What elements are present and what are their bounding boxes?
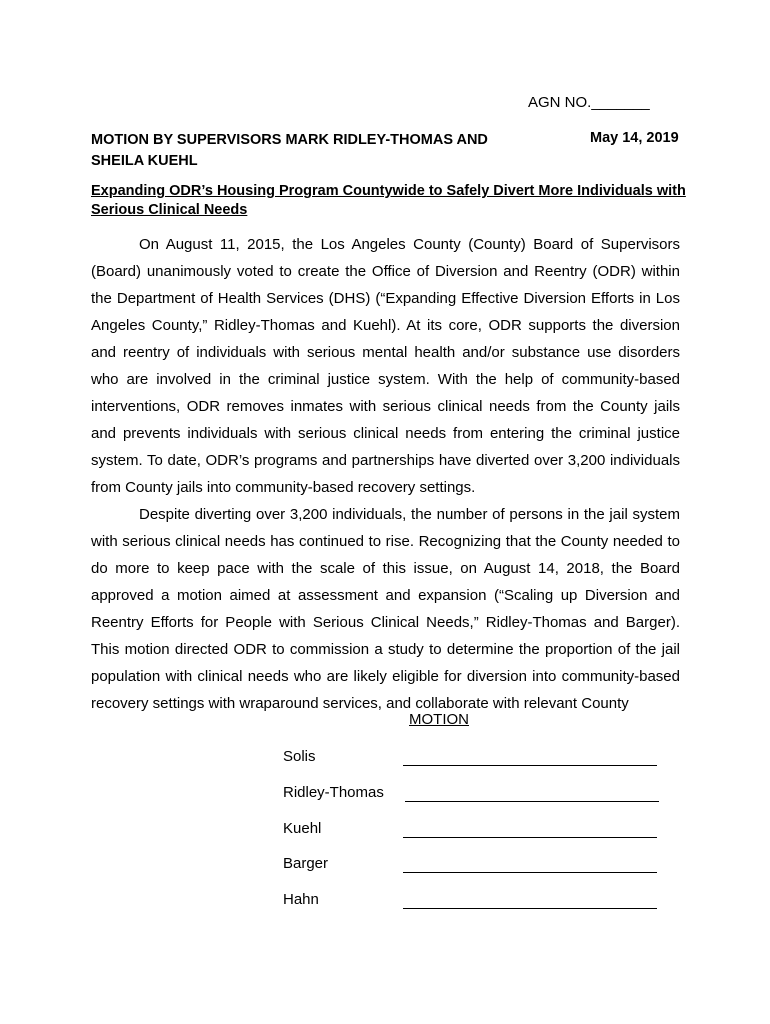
body-paragraph-1: On August 11, 2015, the Los Angeles County (County) Board of Supervisors (Board) unanimously voted to create the Office of Diversion and Reentry (ODR) within the Department of Health Services (DHS) (“Expanding Effective Diversion Efforts in Los Angeles County,” Ridley-Thomas and Kuehl). At its core, ODR supports the diversion and reentry of individuals with serious mental health and/or substance use disorders who are involved in the criminal justice system. With the help of community-based interventions, ODR removes inmates with serious clinical needs from the County jails and prevents individuals with serious clinical needs from entering the criminal justice system. To date, ODR’s programs and partnerships have diverted over 3,200 individuals from County jails into community-based recovery settings. [91, 236, 680, 496]
motion-date: May 14, 2019 [590, 130, 679, 146]
signature-line [403, 837, 657, 838]
signature-line [403, 765, 657, 766]
motion-title: Expanding ODR’s Housing Program Countywide to Safely Divert More Individuals with Serious Clinical Needs [91, 183, 686, 218]
vote-name: Ridley-Thomas [283, 784, 384, 801]
vote-name: Kuehl [283, 820, 322, 837]
signature-line [405, 801, 659, 802]
vote-row-barger [283, 855, 683, 875]
motion-by-heading: MOTION BY SUPERVISORS MARK RIDLEY-THOMAS AND SHEILA KUEHL [91, 132, 488, 169]
agenda-number: AGN NO._______ [528, 94, 650, 111]
vote-row-ridley-thomas [283, 784, 683, 804]
signature-line [403, 908, 657, 909]
vote-name: Solis [283, 748, 316, 765]
body-paragraph-2: Despite diverting over 3,200 individuals, the number of persons in the jail system with serious clinical needs has continued to rise. Recognizing that the County needed to do more to keep pace with the scale of this issue, on August 14, 2018, the Board approved a motion aimed at assessment and expansion (“Scaling up Diversion and Reentry Efforts for People with Serious Clinical Needs,” Ridley-Thomas and Barger). This motion directed ODR to commission a study to determine the proportion of the jail population with clinical needs who are likely eligible for diversion into community-based recovery settings with wraparound services, and collaborate with relevant County [91, 506, 680, 712]
vote-row-hahn [283, 891, 683, 911]
vote-row-kuehl [283, 820, 683, 840]
vote-row-solis [283, 748, 683, 768]
signature-line [403, 872, 657, 873]
vote-name: Barger [283, 855, 329, 872]
motion-body [91, 231, 680, 717]
vote-name: Hahn [283, 891, 319, 908]
motion-heading: MOTION [409, 711, 469, 728]
